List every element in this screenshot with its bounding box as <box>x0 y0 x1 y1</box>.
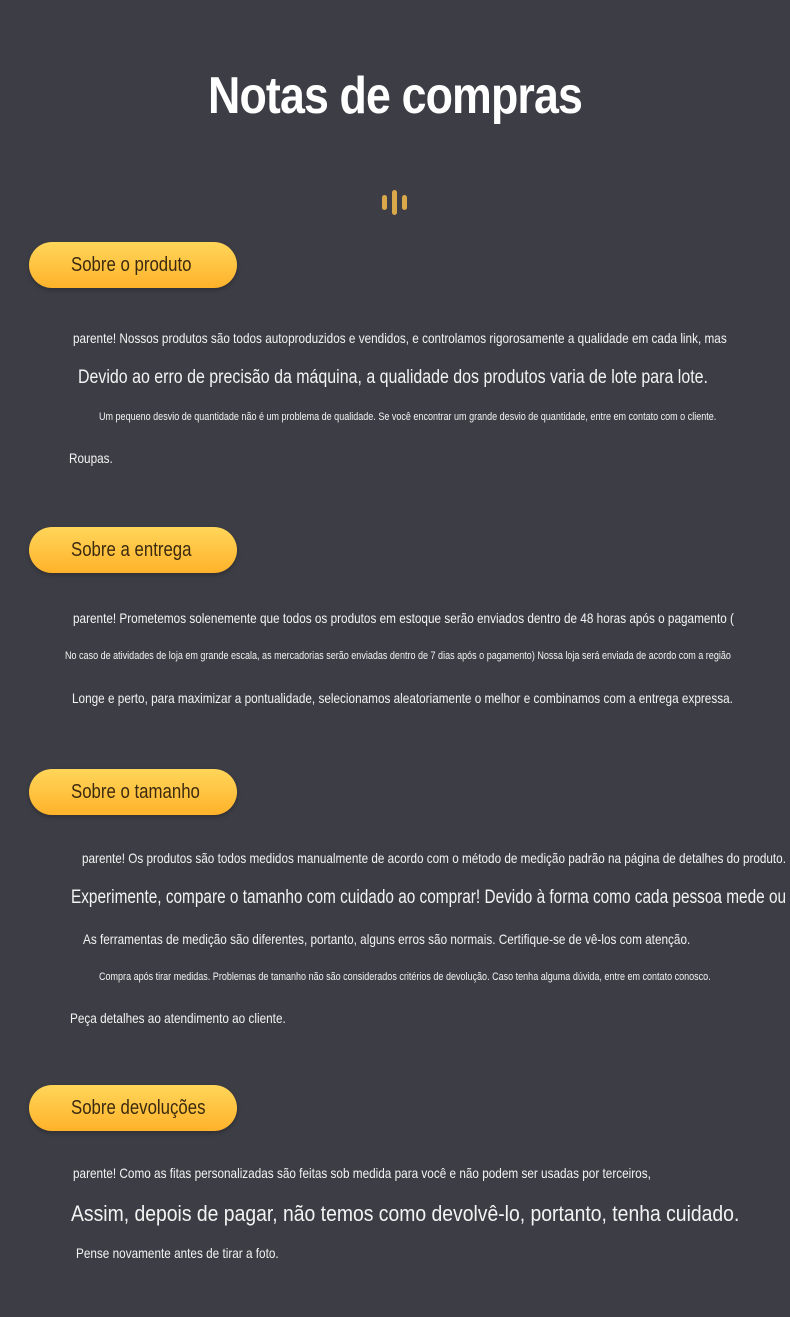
section-text-line: Roupas. <box>69 450 113 466</box>
section-heading: Sobre devoluções <box>71 1097 206 1119</box>
section-heading: Sobre o tamanho <box>71 781 200 803</box>
section-heading: Sobre a entrega <box>71 539 192 561</box>
divider-bars-icon <box>381 190 409 216</box>
section-heading-pill <box>29 527 237 573</box>
section-heading: Sobre o produto <box>71 254 192 276</box>
section-text-line: parente! Nossos produtos são todos autoproduzidos e vendidos, e controlamos rigorosamente a qualidade em cada link, mas <box>73 330 727 346</box>
section-text-line: parente! Os produtos são todos medidos manualmente de acordo com o método de medição padrão na página de detalhes do produto. <box>82 850 786 866</box>
section-text-line: parente! Como as fitas personalizadas são feitas sob medida para você e não podem ser usadas por terceiros, <box>73 1165 651 1181</box>
section-text-line: Compra após tirar medidas. Problemas de tamanho não são considerados critérios de devolução. Caso tenha alguma dúvida, entre em contato conosco. <box>99 971 711 983</box>
section-heading-pill <box>29 242 237 288</box>
section-text-line: Assim, depois de pagar, não temos como devolvê-lo, portanto, tenha cuidado. <box>71 1201 740 1226</box>
section-text-line: Pense novamente antes de tirar a foto. <box>76 1245 279 1261</box>
section-text-line: Peça detalhes ao atendimento ao cliente. <box>70 1010 286 1026</box>
section-text-line: Um pequeno desvio de quantidade não é um problema de qualidade. Se você encontrar um grande desvio de quantidade, entre em contato com o cliente. <box>99 411 717 423</box>
section-heading-pill <box>29 1085 237 1131</box>
section-text-line: Experimente, compare o tamanho com cuidado ao comprar! Devido à forma como cada pessoa mede ou <box>71 887 787 908</box>
section-text-line: Longe e perto, para maximizar a pontualidade, selecionamos aleatoriamente o melhor e combinamos com a entrega expressa. <box>72 690 733 706</box>
section-text-line: No caso de atividades de loja em grande escala, as mercadorias serão enviadas dentro de 7 dias após o pagamento) Nossa loja será enviada de acordo com a região <box>65 650 731 662</box>
section-text-line: As ferramentas de medição são diferentes, portanto, alguns erros são normais. Certifique-se de vê-los com atenção. <box>83 931 691 947</box>
page-title: Notas de compras <box>208 67 582 125</box>
section-text-line: parente! Prometemos solenemente que todos os produtos em estoque serão enviados dentro de 48 horas após o pagamento ( <box>73 610 734 626</box>
section-heading-pill <box>29 769 237 815</box>
section-text-line: Devido ao erro de precisão da máquina, a qualidade dos produtos varia de lote para lote. <box>78 367 708 388</box>
